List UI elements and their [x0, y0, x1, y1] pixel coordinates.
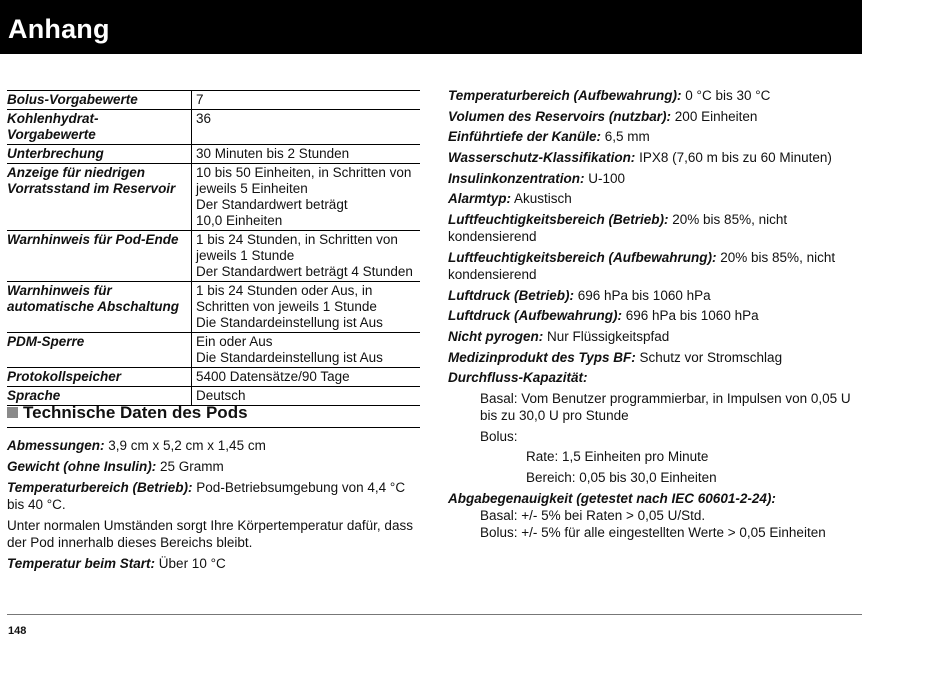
right-column	[448, 87, 868, 544]
spec-item	[448, 149, 868, 166]
spec-item	[7, 437, 420, 454]
spec-item	[448, 87, 868, 104]
flow-basal: Basal: Vom Benutzer programmierbar, in Impulsen von 0,05 U bis zu 30,0 U pro Stunde	[480, 390, 851, 423]
table-value	[192, 110, 421, 145]
spec-key: Temperaturbereich (Aufbewahrung):	[448, 88, 682, 103]
spec-key: Durchfluss-Kapazität:	[448, 370, 588, 386]
table-value	[192, 368, 421, 387]
table-value-line: Der Standardwert beträgt 4 Stunden	[196, 264, 413, 279]
table-key: Kohlenhydrat-Vorgabewerte	[7, 110, 192, 145]
table-row	[7, 282, 420, 333]
spec-value: 6,5 mm	[601, 129, 650, 145]
table-key: Bolus-Vorgabewerte	[7, 91, 192, 110]
spec-value: Akustisch	[511, 191, 572, 207]
accuracy-basal: Basal: +/- 5% bei Raten > 0,05 U/Std.	[480, 507, 706, 523]
section-heading-text: Technische Daten des Pods	[23, 403, 248, 422]
spec-item	[448, 307, 868, 324]
table-key: Anzeige für niedrigen Vorratsstand im Reservoir	[7, 164, 192, 231]
page-title: Anhang	[8, 14, 110, 44]
spec-item	[448, 287, 868, 304]
table-key: PDM-Sperre	[7, 333, 192, 368]
spec-key: Luftdruck (Betrieb):	[448, 287, 574, 303]
table-value-line: 30 Minuten bis 2 Stunden	[196, 146, 350, 161]
accuracy-bolus: Bolus: +/- 5% für alle eingestellten Werte > 0,05 Einheiten	[480, 524, 826, 540]
spec-item	[7, 555, 420, 572]
spec-value: Schutz vor Stromschlag	[635, 349, 783, 365]
spec-item	[448, 170, 868, 187]
spec-item	[7, 458, 420, 475]
spec-item	[7, 517, 420, 551]
spec-value: 20% bis 85%, nicht kondensierend	[448, 212, 788, 245]
spec-value: 696 hPa bis 1060 hPa	[574, 287, 711, 303]
spec-key: Luftdruck (Aufbewahrung):	[448, 308, 622, 324]
table-value-line: 10 bis 50 Einheiten, in Schritten von jeweils 5 Einheiten	[196, 165, 412, 196]
spec-key: Volumen des Reservoirs (nutzbar):	[448, 108, 672, 124]
table-value-line: Die Standardeinstellung ist Aus	[196, 315, 383, 330]
table-key: Warnhinweis für Pod-Ende	[7, 231, 192, 282]
table-value-line: Ein oder Aus	[196, 334, 273, 349]
spec-item	[448, 211, 868, 245]
spec-key: Gewicht (ohne Insulin):	[7, 459, 157, 474]
table-value	[192, 231, 421, 282]
table-value-line: 36	[196, 111, 212, 126]
spec-key: Luftfeuchtigkeitsbereich (Aufbewahrung):	[448, 249, 717, 265]
table-row	[7, 164, 420, 231]
table-value-line: 7	[196, 92, 204, 107]
page-header	[0, 0, 862, 54]
spec-item	[448, 349, 868, 366]
table-value-line: Die Standardeinstellung ist Aus	[196, 350, 383, 365]
table-value-line: 5400 Datensätze/90 Tage	[196, 369, 350, 384]
spec-item	[448, 369, 868, 386]
table-value-line: 1 bis 24 Stunden oder Aus, in Schritten von jeweils 1 Stunde	[196, 283, 377, 314]
table-value-line: Deutsch	[196, 388, 246, 403]
spec-item	[448, 249, 868, 283]
table-key: Sprache	[7, 387, 192, 406]
table-value	[192, 333, 421, 368]
spec-key: Medizinprodukt des Typs BF:	[448, 349, 636, 365]
table-value-line: 10,0 Einheiten	[196, 213, 283, 228]
table-row	[7, 110, 420, 145]
spec-value: Unter normalen Umständen sorgt Ihre Körpertemperatur dafür, dass der Pod innerhalb dieses Bereichs bleibt.	[7, 518, 413, 550]
table-value	[192, 164, 421, 231]
accuracy-heading: Abgabegenauigkeit (getestet nach IEC 60601-2-24):	[448, 490, 776, 506]
section-heading	[7, 403, 420, 428]
spec-item	[448, 190, 868, 207]
spec-value: 20% bis 85%, nicht kondensierend	[448, 249, 836, 282]
spec-key: Temperaturbereich (Betrieb):	[7, 480, 193, 495]
table-value	[192, 282, 421, 333]
table-key: Warnhinweis für automatische Abschaltung	[7, 282, 192, 333]
spec-key: Alarmtyp:	[448, 191, 512, 207]
table-key: Unterbrechung	[7, 145, 192, 164]
spec-key: Wasserschutz-Klassifikation:	[448, 150, 636, 166]
flow-bolus-range: Bereich: 0,05 bis 30,0 Einheiten	[526, 470, 717, 485]
page-number: 148	[8, 625, 27, 637]
spec-key: Insulinkonzentration:	[448, 170, 585, 186]
pod-specs-list	[7, 437, 420, 576]
spec-value: 696 hPa bis 1060 hPa	[621, 308, 759, 324]
flow-bolus-label: Bolus:	[480, 428, 518, 444]
spec-item	[448, 108, 868, 125]
table-key: Protokollspeicher	[7, 368, 192, 387]
spec-item	[448, 128, 868, 145]
spec-key: Temperatur beim Start:	[7, 556, 156, 571]
spec-item	[7, 479, 420, 513]
spec-value: 0 °C bis 30 °C	[681, 88, 771, 103]
table-value-line: 1 bis 24 Stunden, in Schritten von jeweils 1 Stunde	[196, 232, 398, 263]
spec-value: Über 10 °C	[155, 556, 226, 571]
spec-value: U-100	[584, 170, 626, 186]
spec-value: 3,9 cm x 5,2 cm x 1,45 cm	[104, 438, 266, 453]
spec-value: Nur Flüssigkeitspfad	[543, 328, 670, 344]
spec-key: Nicht pyrogen:	[448, 328, 544, 344]
table-row	[7, 145, 420, 164]
table-value	[192, 145, 421, 164]
table-row	[7, 333, 420, 368]
spec-value: 25 Gramm	[156, 459, 224, 474]
table-value	[192, 91, 421, 110]
spec-key: Abmessungen:	[7, 438, 105, 453]
table-row	[7, 231, 420, 282]
settings-table	[7, 90, 420, 406]
spec-value: IPX8 (7,60 m bis zu 60 Minuten)	[635, 150, 832, 166]
footer-divider	[7, 614, 862, 615]
spec-item	[448, 328, 868, 345]
spec-value: 200 Einheiten	[671, 108, 758, 124]
flow-bolus-rate: Rate: 1,5 Einheiten pro Minute	[526, 449, 709, 465]
table-row	[7, 368, 420, 387]
spec-key: Einführtiefe der Kanüle:	[448, 129, 602, 145]
spec-key: Luftfeuchtigkeitsbereich (Betrieb):	[448, 212, 669, 228]
table-row	[7, 91, 420, 110]
spec-value: Pod-Betriebsumgebung von 4,4 °C bis 40 °C.	[7, 480, 406, 512]
square-bullet-icon	[7, 407, 18, 418]
table-value-line: Der Standardwert beträgt	[196, 197, 348, 212]
